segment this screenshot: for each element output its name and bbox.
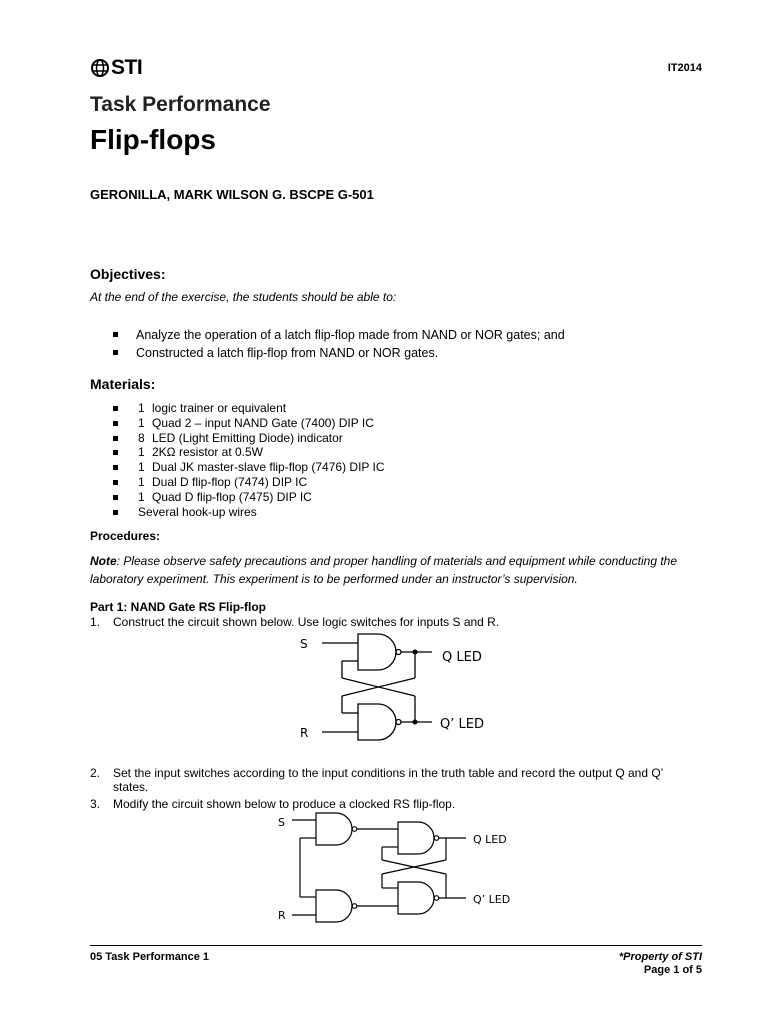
- objectives-heading: Objectives:: [90, 266, 166, 282]
- part1-heading: Part 1: NAND Gate RS Flip-flop: [90, 600, 267, 614]
- list-item: Constructed a latch flip-flop from NAND or NOR gates.: [113, 344, 565, 362]
- footer-property: *Property of STI: [618, 951, 702, 963]
- output-q-label: Q LED: [442, 650, 482, 665]
- page-title: Flip-flops: [90, 124, 216, 155]
- footer-doc-name: 05 Task Performance 1: [90, 951, 210, 963]
- list-item: 1 logic trainer or equivalent: [113, 401, 385, 416]
- list-item: 1 Dual D flip-flop (7474) DIP IC: [113, 475, 385, 490]
- step-2: 2. Set the input switches according to the input conditions in the truth table and record the output Q and Q’ states.: [90, 766, 664, 794]
- output-q-label: Q LED: [473, 833, 507, 846]
- input-r-label: R: [300, 726, 309, 740]
- list-item: 8 LED (Light Emitting Diode) indicator: [113, 431, 385, 446]
- page-number: Page 1 of 5: [643, 964, 702, 976]
- footer-divider: [90, 945, 702, 946]
- clocked-rs-flipflop-diagram: [270, 808, 530, 926]
- input-s-label: S: [278, 816, 285, 829]
- safety-note: Note: Please observe safety precautions and proper handling of materials and equipment while conducting the laboratory experiment. This experiment is to be performed under an instructor’s supervision.: [90, 554, 678, 586]
- input-s-label: S: [300, 637, 308, 651]
- output-qn-label: Q’ LED: [473, 893, 511, 906]
- output-qn-label: Q’ LED: [440, 717, 484, 732]
- globe-icon: [90, 58, 110, 78]
- sti-logo: [90, 58, 142, 78]
- logo-text: STI: [111, 56, 143, 79]
- step-3: 3. Modify the circuit shown below to produce a clocked RS flip-flop.: [90, 797, 456, 811]
- materials-list: [113, 401, 385, 519]
- nand-rs-latch-diagram: [290, 628, 500, 750]
- objectives-list: [113, 326, 565, 362]
- document-code: IT2014: [667, 62, 702, 74]
- procedures-heading: Procedures:: [90, 529, 161, 543]
- list-item: 1 2KΩ resistor at 0.5W: [113, 445, 385, 460]
- list-item: 1 Quad D flip-flop (7475) DIP IC: [113, 490, 385, 505]
- author-line: GERONILLA, MARK WILSON G. BSCPE G-501: [90, 187, 374, 202]
- supertitle: Task Performance: [90, 93, 271, 116]
- step-1: 1. Construct the circuit shown below. Use logic switches for inputs S and R.: [90, 615, 500, 629]
- list-item: 1 Quad 2 – input NAND Gate (7400) DIP IC: [113, 416, 385, 431]
- input-r-label: R: [278, 909, 286, 922]
- list-item: Several hook-up wires: [113, 505, 385, 520]
- list-item: 1 Dual JK master-slave flip-flop (7476) DIP IC: [113, 460, 385, 475]
- list-item: Analyze the operation of a latch flip-flop made from NAND or NOR gates; and: [113, 326, 565, 344]
- materials-heading: Materials:: [90, 376, 156, 392]
- objectives-intro: At the end of the exercise, the students should be able to:: [90, 290, 397, 304]
